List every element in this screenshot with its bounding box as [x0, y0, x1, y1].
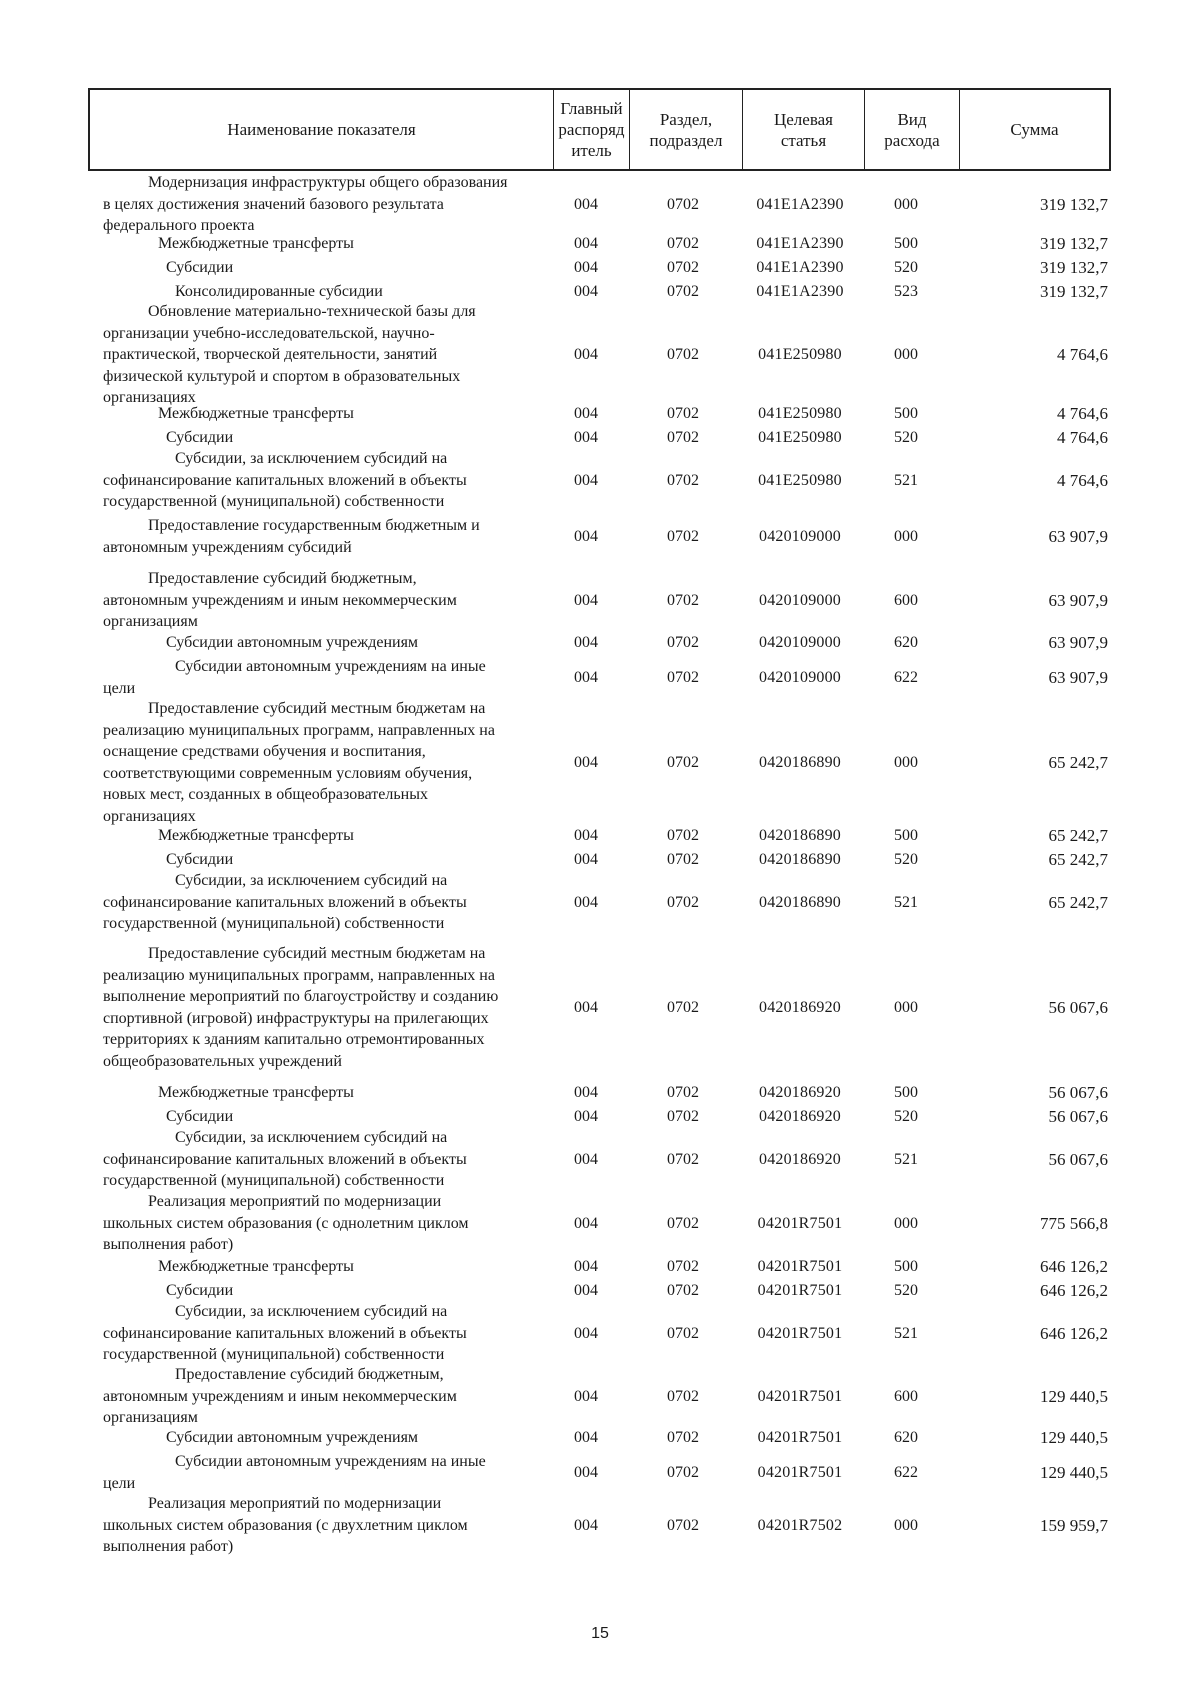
- row-section: 0702: [667, 1108, 699, 1125]
- row-name: Субсидии: [166, 259, 234, 276]
- row-target-article: 0420186890: [759, 754, 841, 771]
- row-chief-manager: 004: [574, 634, 598, 651]
- row-target-article: 041E1A2390: [756, 235, 844, 252]
- row-section: 0702: [667, 894, 699, 911]
- row-sum: 63 907,9: [1048, 668, 1108, 687]
- row-section: 0702: [667, 634, 699, 651]
- row-expense-type: 523: [894, 283, 918, 300]
- row-sum: 159 959,7: [1040, 1516, 1108, 1535]
- row-name: Субсидии, за исключением субсидий на софинансирование капитальных вложений в объекты государственной (муниципальной) собственности: [103, 1303, 467, 1363]
- row-expense-type: 000: [894, 1215, 918, 1232]
- row-section: 0702: [667, 429, 699, 446]
- header-name: Наименование показателя: [90, 90, 554, 169]
- row-name: Обновление материально-технической базы для организации учебно-исследовательской, научно- практической, творческой деятельности, занятий физической культурой и спортом в образовательных организациях: [103, 303, 476, 406]
- row-target-article: 041E1A2390: [756, 196, 844, 213]
- row-sum: 129 440,5: [1040, 1463, 1108, 1482]
- row-expense-type: 000: [894, 528, 918, 545]
- row-section: 0702: [667, 754, 699, 771]
- row-sum: 129 440,5: [1040, 1428, 1108, 1447]
- row-expense-type: 622: [894, 1464, 918, 1481]
- row-sum: 4 764,6: [1057, 345, 1108, 364]
- row-sum: 56 067,6: [1048, 998, 1108, 1017]
- row-target-article: 0420109000: [759, 634, 841, 651]
- row-chief-manager: 004: [574, 1517, 598, 1534]
- row-chief-manager: 004: [574, 999, 598, 1016]
- row-expense-type: 500: [894, 235, 918, 252]
- row-section: 0702: [667, 472, 699, 489]
- row-sum: 4 764,6: [1057, 428, 1108, 447]
- row-target-article: 04201R7502: [757, 1517, 843, 1534]
- row-section: 0702: [667, 1282, 699, 1299]
- row-chief-manager: 004: [574, 754, 598, 771]
- row-chief-manager: 004: [574, 1464, 598, 1481]
- row-expense-type: 500: [894, 827, 918, 844]
- row-section: 0702: [667, 1151, 699, 1168]
- row-expense-type: 500: [894, 405, 918, 422]
- row-chief-manager: 004: [574, 196, 598, 213]
- row-section: 0702: [667, 196, 699, 213]
- row-section: 0702: [667, 1464, 699, 1481]
- page-number: 15: [591, 1625, 609, 1642]
- row-sum: 319 132,7: [1040, 258, 1108, 277]
- row-name: Предоставление государственным бюджетным и автономным учреждениям субсидий: [103, 517, 480, 556]
- row-expense-type: 000: [894, 999, 918, 1016]
- row-name: Субсидии, за исключением субсидий на софинансирование капитальных вложений в объекты государственной (муниципальной) собственности: [103, 450, 467, 510]
- row-name: Предоставление субсидий местным бюджетам на реализацию муниципальных программ, направленных на оснащение средствами обучения и воспитания, соответствующими современным условиям обучения, новых мест, созданных в общеобразовательных организациях: [103, 700, 495, 825]
- row-name: Субсидии автономным учреждениям на иные цели: [103, 1453, 486, 1492]
- row-chief-manager: 004: [574, 259, 598, 276]
- table-header: [88, 88, 1111, 171]
- row-sum: 319 132,7: [1040, 234, 1108, 253]
- row-target-article: 041E250980: [758, 472, 842, 489]
- row-section: 0702: [667, 259, 699, 276]
- row-sum: 65 242,7: [1048, 893, 1108, 912]
- row-target-article: 0420186890: [759, 827, 841, 844]
- row-chief-manager: 004: [574, 1151, 598, 1168]
- row-section: 0702: [667, 1258, 699, 1275]
- row-section: 0702: [667, 346, 699, 363]
- row-section: 0702: [667, 1084, 699, 1101]
- row-expense-type: 520: [894, 1282, 918, 1299]
- row-name: Субсидии автономным учреждениям: [166, 634, 419, 651]
- row-chief-manager: 004: [574, 1258, 598, 1275]
- row-target-article: 04201R7501: [757, 1282, 843, 1299]
- row-name: Межбюджетные трансферты: [158, 1258, 354, 1275]
- row-chief-manager: 004: [574, 894, 598, 911]
- row-section: 0702: [667, 827, 699, 844]
- row-sum: 56 067,6: [1048, 1083, 1108, 1102]
- row-target-article: 0420109000: [759, 528, 841, 545]
- row-sum: 775 566,8: [1040, 1214, 1108, 1233]
- row-section: 0702: [667, 851, 699, 868]
- row-target-article: 0420186920: [759, 999, 841, 1016]
- row-section: 0702: [667, 1429, 699, 1446]
- row-section: 0702: [667, 235, 699, 252]
- row-chief-manager: 004: [574, 1084, 598, 1101]
- row-expense-type: 622: [894, 669, 918, 686]
- row-section: 0702: [667, 592, 699, 609]
- row-chief-manager: 004: [574, 472, 598, 489]
- row-expense-type: 620: [894, 1429, 918, 1446]
- row-target-article: 0420186920: [759, 1084, 841, 1101]
- row-sum: 646 126,2: [1040, 1324, 1108, 1343]
- row-sum: 63 907,9: [1048, 591, 1108, 610]
- row-name: Предоставление субсидий бюджетным, автономным учреждениям и иным некоммерческим организациям: [103, 1366, 457, 1426]
- row-chief-manager: 004: [574, 283, 598, 300]
- row-name: Реализация мероприятий по модернизации школьных систем образования (с однолетним циклом выполнения работ): [103, 1193, 469, 1253]
- row-sum: 319 132,7: [1040, 282, 1108, 301]
- row-sum: 56 067,6: [1048, 1150, 1108, 1169]
- row-expense-type: 000: [894, 754, 918, 771]
- row-name: Субсидии автономным учреждениям: [166, 1429, 419, 1446]
- row-chief-manager: 004: [574, 346, 598, 363]
- row-chief-manager: 004: [574, 429, 598, 446]
- row-name: Модернизация инфраструктуры общего образования в целях достижения значений базового результата федерального проекта: [103, 174, 508, 234]
- row-target-article: 04201R7501: [757, 1429, 843, 1446]
- row-sum: 65 242,7: [1048, 753, 1108, 772]
- row-target-article: 04201R7501: [757, 1464, 843, 1481]
- row-target-article: 04201R7501: [757, 1258, 843, 1275]
- row-sum: 646 126,2: [1040, 1257, 1108, 1276]
- row-section: 0702: [667, 283, 699, 300]
- row-target-article: 041E250980: [758, 405, 842, 422]
- row-chief-manager: 004: [574, 592, 598, 609]
- header-sum: Сумма: [1010, 120, 1059, 139]
- row-chief-manager: 004: [574, 1215, 598, 1232]
- row-section: 0702: [667, 405, 699, 422]
- row-chief-manager: 004: [574, 405, 598, 422]
- row-section: 0702: [667, 528, 699, 545]
- row-name: Субсидии: [166, 851, 234, 868]
- row-target-article: 0420109000: [759, 592, 841, 609]
- row-expense-type: 600: [894, 1388, 918, 1405]
- row-name: Реализация мероприятий по модернизации школьных систем образования (с двухлетним циклом выполнения работ): [103, 1495, 468, 1555]
- row-name: Субсидии: [166, 1282, 234, 1299]
- row-target-article: 041E1A2390: [756, 259, 844, 276]
- row-chief-manager: 004: [574, 1282, 598, 1299]
- row-target-article: 041E1A2390: [756, 283, 844, 300]
- row-sum: 56 067,6: [1048, 1107, 1108, 1126]
- row-chief-manager: 004: [574, 669, 598, 686]
- row-chief-manager: 004: [574, 235, 598, 252]
- row-section: 0702: [667, 1215, 699, 1232]
- row-target-article: 04201R7501: [757, 1388, 843, 1405]
- row-name: Субсидии автономным учреждениям на иные цели: [103, 658, 486, 697]
- row-chief-manager: 004: [574, 1108, 598, 1125]
- row-chief-manager: 004: [574, 827, 598, 844]
- row-section: 0702: [667, 999, 699, 1016]
- row-sum: 65 242,7: [1048, 826, 1108, 845]
- header-expense-type: Вид расхода: [865, 90, 960, 169]
- row-sum: 646 126,2: [1040, 1281, 1108, 1300]
- row-expense-type: 520: [894, 1108, 918, 1125]
- row-name: Субсидии, за исключением субсидий на софинансирование капитальных вложений в объекты государственной (муниципальной) собственности: [103, 1129, 467, 1189]
- row-target-article: 04201R7501: [757, 1325, 843, 1342]
- row-section: 0702: [667, 1325, 699, 1342]
- row-target-article: 0420186920: [759, 1108, 841, 1125]
- row-sum: 4 764,6: [1057, 471, 1108, 490]
- row-name: Предоставление субсидий бюджетным, автономным учреждениям и иным некоммерческим организациям: [103, 570, 457, 630]
- row-expense-type: 521: [894, 1325, 918, 1342]
- row-expense-type: 520: [894, 851, 918, 868]
- row-chief-manager: 004: [574, 851, 598, 868]
- row-expense-type: 600: [894, 592, 918, 609]
- row-expense-type: 521: [894, 472, 918, 489]
- row-expense-type: 521: [894, 1151, 918, 1168]
- row-name: Предоставление субсидий местным бюджетам на реализацию муниципальных программ, направленных на выполнение мероприятий по благоустройству и созданию спортивной (игровой) инфраструктуры на прилегающих территориях к зданиям капитально отремонтированных общеобразовательных учреждений: [103, 945, 499, 1070]
- row-chief-manager: 004: [574, 528, 598, 545]
- row-expense-type: 620: [894, 634, 918, 651]
- row-target-article: 041E250980: [758, 346, 842, 363]
- row-section: 0702: [667, 1388, 699, 1405]
- row-sum: 129 440,5: [1040, 1387, 1108, 1406]
- row-target-article: 0420109000: [759, 669, 841, 686]
- row-chief-manager: 004: [574, 1429, 598, 1446]
- header-section: Раздел, подраздел: [630, 90, 743, 169]
- row-name: Межбюджетные трансферты: [158, 827, 354, 844]
- row-sum: 65 242,7: [1048, 850, 1108, 869]
- header-chief-manager: Главный распоряд итель: [554, 90, 630, 169]
- row-expense-type: 000: [894, 196, 918, 213]
- row-sum: 63 907,9: [1048, 633, 1108, 652]
- row-name: Субсидии, за исключением субсидий на софинансирование капитальных вложений в объекты государственной (муниципальной) собственности: [103, 872, 467, 932]
- row-name: Межбюджетные трансферты: [158, 405, 354, 422]
- row-target-article: 0420186890: [759, 894, 841, 911]
- row-expense-type: 520: [894, 259, 918, 276]
- row-name: Межбюджетные трансферты: [158, 235, 354, 252]
- row-name: Субсидии: [166, 1108, 234, 1125]
- row-name: Субсидии: [166, 429, 234, 446]
- row-section: 0702: [667, 669, 699, 686]
- row-expense-type: 500: [894, 1084, 918, 1101]
- row-chief-manager: 004: [574, 1325, 598, 1342]
- row-target-article: 0420186890: [759, 851, 841, 868]
- row-expense-type: 000: [894, 1517, 918, 1534]
- row-expense-type: 521: [894, 894, 918, 911]
- row-target-article: 041E250980: [758, 429, 842, 446]
- row-section: 0702: [667, 1517, 699, 1534]
- row-name: Консолидированные субсидии: [175, 283, 383, 300]
- row-sum: 63 907,9: [1048, 527, 1108, 546]
- row-expense-type: 500: [894, 1258, 918, 1275]
- row-sum: 319 132,7: [1040, 195, 1108, 214]
- row-target-article: 04201R7501: [757, 1215, 843, 1232]
- row-expense-type: 520: [894, 429, 918, 446]
- row-chief-manager: 004: [574, 1388, 598, 1405]
- header-target-article: Целевая статья: [743, 90, 865, 169]
- row-name: Межбюджетные трансферты: [158, 1084, 354, 1101]
- row-sum: 4 764,6: [1057, 404, 1108, 423]
- row-target-article: 0420186920: [759, 1151, 841, 1168]
- row-expense-type: 000: [894, 346, 918, 363]
